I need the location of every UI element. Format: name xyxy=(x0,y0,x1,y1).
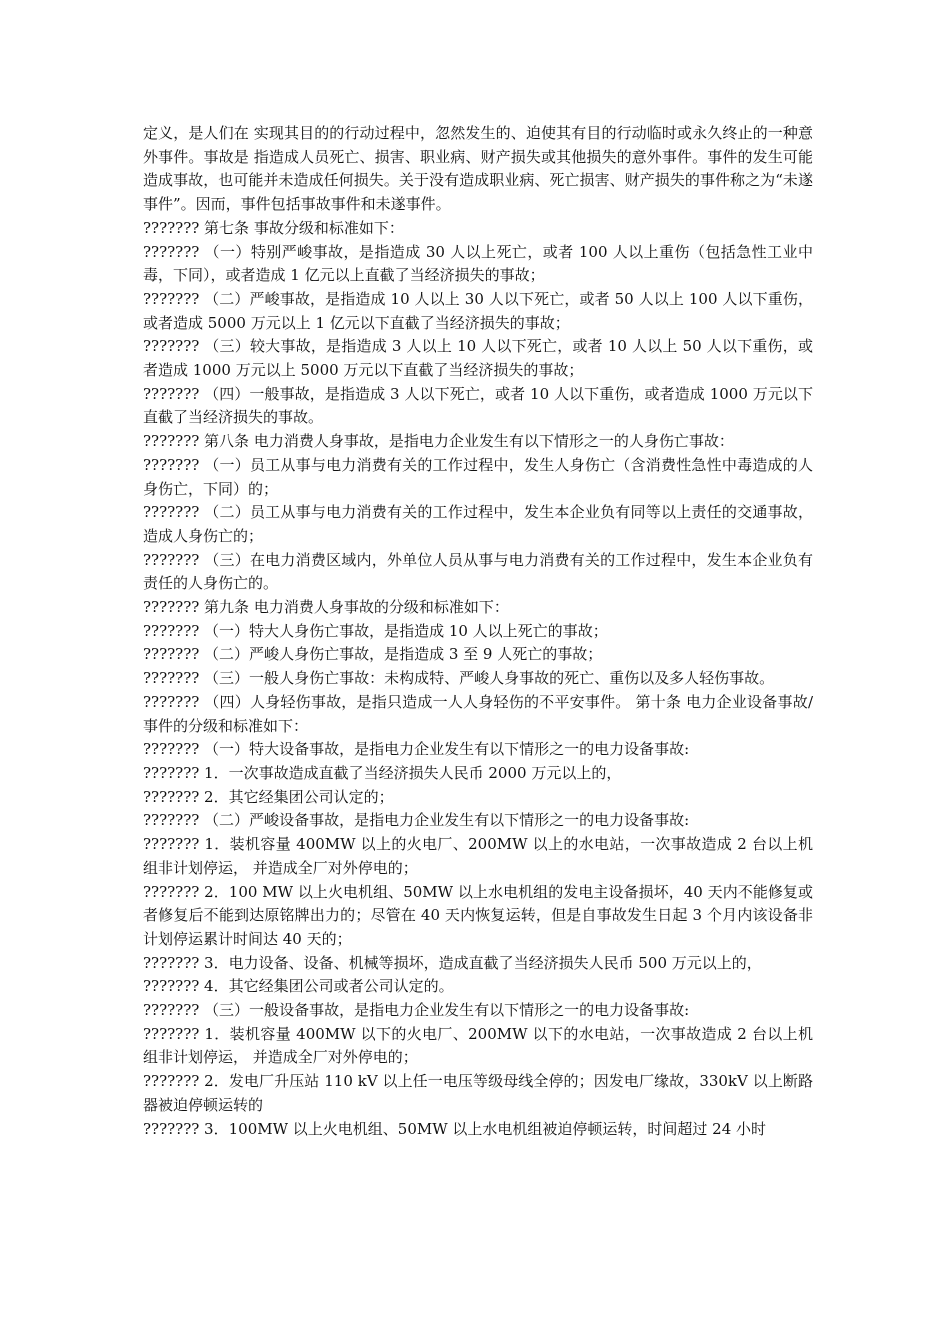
paragraph-article-8: ??????? 第八条 电力消费人身事故，是指电力企业发生有以下情形之一的人身伤亡事故： xyxy=(143,432,734,451)
paragraph-article-9-item-2: ??????? （二）严峻人身伤亡事故，是指造成 3 至 9 人死亡的事故； xyxy=(143,645,603,664)
paragraph-article-10-item-3-clause-2: ??????? 2．发电厂升压站 110 kV 以上任一电压等级母线全停的；因发电厂缘故，330kV 以上断路器被迫停顿运转的 xyxy=(143,1072,813,1114)
paragraph-accident-definition: 定义，是人们在 实现其目的的行动过程中，忽然发生的、迫使其有目的行动临时或永久终止的一种意外事件。事故是 指造成人员死亡、损害、职业病、财产损失或其他损失的意外事件。事件的发生可能造成事故，也可能并未造成任何损失。关于没有造成职业病、死亡损害、财产损失的事件称之为“未遂事件”。因而，事件包括事故事件和未遂事件。 xyxy=(143,124,813,214)
paragraph-article-8-item-2: ??????? （二）员工从事与电力消费有关的工作过程中，发生本企业负有同等以上责任的交通事故，造成人身伤亡的； xyxy=(143,503,813,545)
document-body xyxy=(143,122,813,1141)
paragraph-article-7-item-2: ??????? （二）严峻事故，是指造成 10 人以上 30 人以下死亡，或者 50 人以上 100 人以下重伤，或者造成 5000 万元以上 1 亿元以下直截了当经济损失的事故； xyxy=(143,289,813,332)
paragraph-article-9-item-1: ??????? （一）特大人身伤亡事故，是指造成 10 人以上死亡的事故； xyxy=(143,621,608,640)
paragraph-article-7-item-3: ??????? （三）较大事故，是指造成 3 人以上 10 人以下死亡，或者 10 人以上 50 人以下重伤，或者造成 1000 万元以上 5000 万元以下直截了当经济损失的事故； xyxy=(143,337,813,380)
paragraph-article-7-item-4: ??????? （四）一般事故，是指造成 3 人以下死亡，或者 10 人以下重伤，或者造成 1000 万元以下直截了当经济损失的事故。 xyxy=(143,384,813,427)
paragraph-article-10-item-2-clause-2: ??????? 2．100 MW 以上火电机组、50MW 以上水电机组的发电主设备损坏，40 天内不能修复或者修复后不能到达原铭牌出力的；尽管在 40 天内恢复运转，但是自事故发生日起 3 个月内该设备非计划停运累计时间达 40 天的； xyxy=(143,882,813,948)
paragraph-article-10-item-3-clause-3: ??????? 3．100MW 以上火电机组、50MW 以上水电机组被迫停顿运转，时间超过 24 小时 xyxy=(143,1119,767,1138)
paragraph-article-10-item-1-clause-1: ??????? 1．一次事故造成直截了当经济损失人民币 2000 万元以上的， xyxy=(143,763,622,782)
paragraph-article-8-item-1: ??????? （一）员工从事与电力消费有关的工作过程中，发生人身伤亡（含消费性急性中毒造成的人身伤亡，下同）的； xyxy=(143,455,813,498)
paragraph-article-9-item-3: ??????? （三）一般人身伤亡事故：未构成特、严峻人身事故的死亡、重伤以及多人轻伤事故。 xyxy=(143,669,775,688)
paragraph-article-10-item-3-clause-1: ??????? 1．装机容量 400MW 以下的火电厂、200MW 以下的水电站，一次事故造成 2 台以上机组非计划停运， 并造成全厂对外停电的； xyxy=(143,1024,813,1067)
paragraph-article-10-item-2-clause-3: ??????? 3．电力设备、设备、机械等损坏，造成直截了当经济损失人民币 500 万元以上的， xyxy=(143,953,762,972)
paragraph-article-9: ??????? 第九条 电力消费人身事故的分级和标准如下： xyxy=(143,598,509,617)
paragraph-article-7-item-1: ??????? （一）特别严峻事故，是指造成 30 人以上死亡，或者 100 人以上重伤（包括急性工业中毒，下同），或者造成 1 亿元以上直截了当经济损失的事故； xyxy=(143,242,813,285)
paragraph-article-7: ??????? 第七条 事故分级和标准如下： xyxy=(143,218,404,237)
paragraph-article-10-item-2: ??????? （二）严峻设备事故，是指电力企业发生有以下情形之一的电力设备事故: xyxy=(143,811,690,830)
paragraph-article-8-item-3: ??????? （三）在电力消费区域内，外单位人员从事与电力消费有关的工作过程中，发生本企业负有责任的人身伤亡的。 xyxy=(143,550,813,593)
paragraph-article-10-item-2-clause-1: ??????? 1．装机容量 400MW 以上的火电厂、200MW 以上的水电站，一次事故造成 2 台以上机组非计划停运， 并造成全厂对外停电的； xyxy=(143,835,813,877)
paragraph-article-10-item-2-clause-4: ??????? 4．其它经集团公司或者公司认定的。 xyxy=(143,977,454,996)
paragraph-article-10-item-1: ??????? （一）特大设备事故，是指电力企业发生有以下情形之一的电力设备事故: xyxy=(143,740,690,759)
paragraph-article-10-item-3: ??????? （三）一般设备事故，是指电力企业发生有以下情形之一的电力设备事故: xyxy=(143,1001,690,1020)
paragraph-article-9-item-4-article-10: ??????? （四）人身轻伤事故，是指只造成一人人身轻伤的不平安事件。 第十条 电力企业设备事故/事件的分级和标准如下： xyxy=(143,692,813,735)
paragraph-article-10-item-1-clause-2: ??????? 2．其它经集团公司认定的； xyxy=(143,787,394,806)
